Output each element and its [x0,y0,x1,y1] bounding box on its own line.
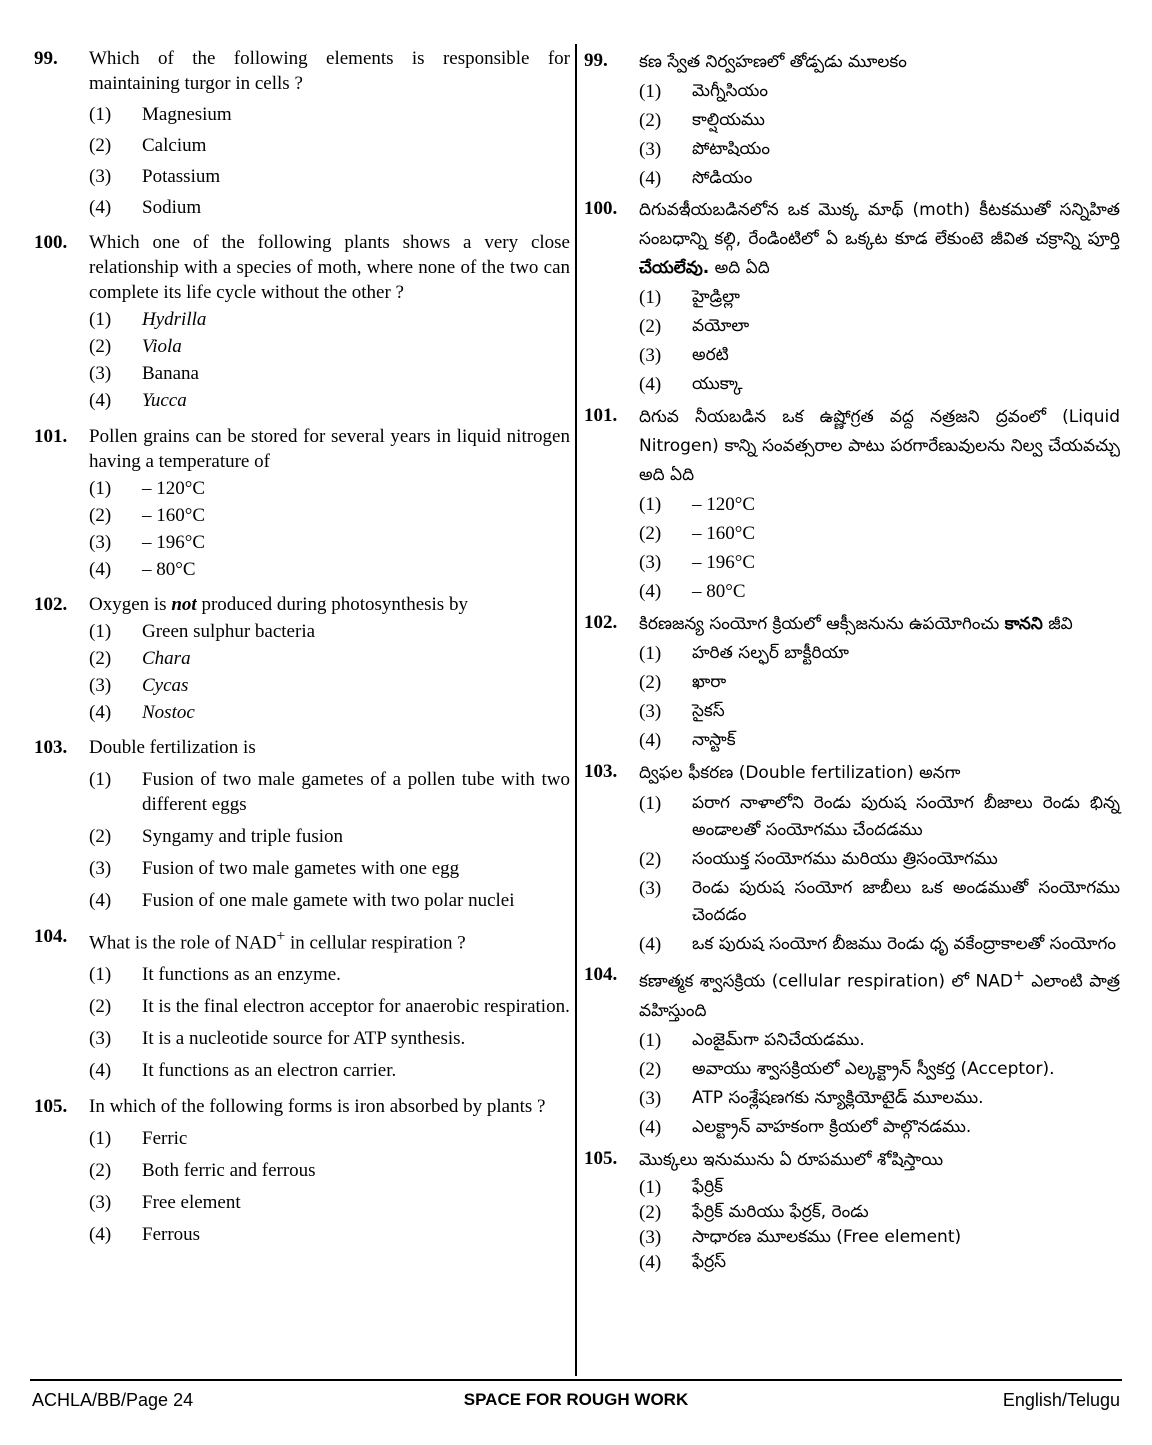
question-text: Oxygen is not produced during photosynthesis by [89,594,468,615]
question-100-te [584,196,1120,399]
question-101-te [584,403,1120,606]
question-102-en [34,592,570,725]
question-number: 102. [584,612,618,633]
question-number: 99. [34,48,58,69]
question-text: మొక్కలు ఇనుమును ఏ రూపములో శోషిస్తాయి [639,1149,944,1170]
option: (3) Cycas [89,675,189,696]
question-text: దిగువ నీయబడిన ఒక ఉష్ణోగ్రత వద్ద నత్రజని ద్రవంలో (Liquid Nitrogen) కాన్ని సంవత్సరాల పాటు పరగారేణువులను నిల్వ చేయవచ్చు అది ఏది [639,407,1120,485]
option: (2) వయోలా [639,316,750,337]
telugu-column [584,44,1120,1275]
option: (2) కాల్షియము [639,110,765,131]
question-number: 100. [584,198,618,219]
option: (4) ఎలక్ట్రాన్ వాహకంగా క్రియలో పాల్గొనడము. [639,1116,972,1138]
rough-work-label: SPACE FOR ROUGH WORK [463,1390,689,1409]
option: (3) Free element [89,1192,241,1214]
option: (2) – 160°C [639,523,756,544]
option: (2) Both ferric and ferrous [89,1160,316,1182]
option: (2) – 160°C [89,505,206,526]
column-divider [575,44,577,1376]
question-number: 103. [34,737,68,758]
option: (1) హైడ్రిల్లా [639,287,740,308]
option: (2) ఫేర్రిక్ మరియు ఫేర్రక్, రెండు [639,1201,869,1223]
question-103-en [34,735,570,913]
option: (3) – 196°C [89,532,206,553]
option: (1) ఫేర్రిక్ [639,1176,724,1198]
option: (4) – 80°C [639,581,746,602]
question-number: 104. [584,964,618,985]
option: (4) Nostoc [89,702,195,723]
option: (2) It is the final electron acceptor for anaerobic respiration. [89,996,570,1018]
option: (3) Fusion of two male gametes with one egg [89,858,460,879]
option: (3) పోటాషియం [639,139,770,160]
option: (1) It functions as an enzyme. [89,964,341,986]
option: (2) Chara [89,648,191,669]
question-number: 105. [34,1096,68,1118]
question-number: 101. [584,405,618,426]
option: (4) Fusion of one male gamete with two polar nuclei [89,890,515,911]
question-100-en [34,230,570,413]
question-text: Pollen grains can be stored for several years in liquid nitrogen having a temperature of [89,426,570,472]
option: (1) Magnesium [89,104,232,125]
question-104-en [34,924,570,1083]
option: (4) Ferrous [89,1224,201,1246]
english-column [34,44,570,1247]
option: (4) యుక్కా [639,374,743,395]
question-text: కణాత్మక శ్వాసక్రియ (cellular respiration) లో NAD+ ఎలాంటి పాత్ర వహిస్తుంది [639,968,1120,1021]
question-text: In which of the following forms is iron absorbed by plants ? [89,1096,546,1118]
option: (3) సాధారణ మూలకము (Free element) [639,1226,962,1248]
question-number: 104. [34,926,68,947]
option: (2) ఖారా [639,672,727,693]
option: (1) Ferric [89,1128,188,1150]
option: (1) ఎంజైమ్‌గా పనిచేయడము. [639,1029,865,1051]
question-text: కిరణజన్య సంయోగ క్రియలో ఆక్సీజనును ఉపయోగించు కానని జీవి [639,614,1073,634]
option: (1) పరాగ నాళాలోని రెండు పురుష సంయోగ బీజాలు రెండు భిన్న అండాలతో సంయోగము చేందడము [639,793,1120,840]
option: (4) It functions as an electron carrier. [89,1060,397,1082]
question-99-en [34,46,570,220]
question-102-te [584,610,1120,755]
question-number: 99. [584,50,608,71]
question-105-te [584,1146,1120,1275]
question-101-en [34,424,570,582]
option: (3) ATP సంశ్లేషణగకు న్యూక్లియోటైడ్ మూలము. [639,1087,984,1109]
question-number: 101. [34,426,68,447]
option: (1) Green sulphur bacteria [89,621,316,642]
question-text: దిగువఇీయబడినలోన ఒక మొక్క మాథ్ (moth) కీటకముతో సన్నిహిత సంబధాన్ని కల్గి, రేండింటిలో ఏ ఒక్కట కూడ లేకుంటె జీవిత చక్రాన్ని పూర్తి చేయలేవు. అది ఏది [639,200,1120,278]
option: (3) – 196°C [639,552,756,573]
option: (3) Potassium [89,166,221,187]
question-99-te [584,48,1120,193]
question-text: Which of the following elements is responsible for maintaining turgor in cells ? [89,48,570,94]
option: (1) Fusion of two male gametes of a pollen tube with two different eggs [89,769,570,815]
page-code: ACHLA/BB/Page 24 [32,1390,194,1410]
question-text: కణ స్వేత నిర్వహణలో తోడ్పడు మూలకం [639,52,907,72]
option: (1) – 120°C [89,478,206,499]
option: (4) Yucca [89,390,187,411]
option: (3) సైకస్ [639,701,725,722]
question-text: ద్విఫల ఫీకరణ (Double fertilization) అనగా [639,763,961,783]
option: (1) – 120°C [639,494,756,515]
option: (2) అవాయు శ్వాసక్రియలో ఎల్కక్ట్రాన్ స్వీకర్త (Acceptor). [639,1058,1055,1080]
option: (4) సోడియం [639,168,753,189]
question-number: 102. [34,594,68,615]
page-footer [30,1390,1122,1414]
option: (2) Calcium [89,135,207,156]
option: (1) మెగ్నీసియం [639,81,769,102]
option: (4) ఫేర్రస్ [639,1251,727,1273]
question-text: What is the role of NAD+ in cellular respiration ? [89,928,466,954]
option: (3) Banana [89,363,199,384]
option: (3) రెండు పురుష సంయోగ జాబీలు ఒక అండముతో సంయోగము చెందడం [639,878,1120,925]
option: (2) Syngamy and triple fusion [89,826,344,847]
option: (4) Sodium [89,197,202,218]
question-text: Which one of the following plants shows a very close relationship with a species of moth, where none of the two can complete its life cycle without the other ? [89,232,570,303]
option: (3) అరటి [639,345,729,366]
option: (4) – 80°C [89,559,196,580]
option: (2) Viola [89,336,182,357]
option: (3) It is a nucleotide source for ATP synthesis. [89,1028,466,1050]
question-number: 100. [34,232,68,253]
question-103-te [584,759,1120,958]
question-number: 103. [584,761,618,782]
question-104-te [584,962,1120,1142]
footer-rule [30,1379,1122,1381]
option: (2) సంయుక్త సంయోగము మరియు త్రిసంయోగము [639,849,998,870]
question-number: 105. [584,1147,618,1169]
option: (4) నాస్టాక్ [639,730,736,751]
language-label: English/Telugu [1002,1390,1120,1410]
question-105-en [34,1094,570,1247]
question-text: Double fertilization is [89,737,256,758]
option: (1) Hydrilla [89,309,207,330]
option: (4) ఒక పురుష సంయోగ బీజము రెండు ధృ వకేంద్రాకాలతో సంయోగం [639,934,1117,955]
option: (1) హరిత సల్ఫర్ బాక్టీరియా [639,643,849,664]
